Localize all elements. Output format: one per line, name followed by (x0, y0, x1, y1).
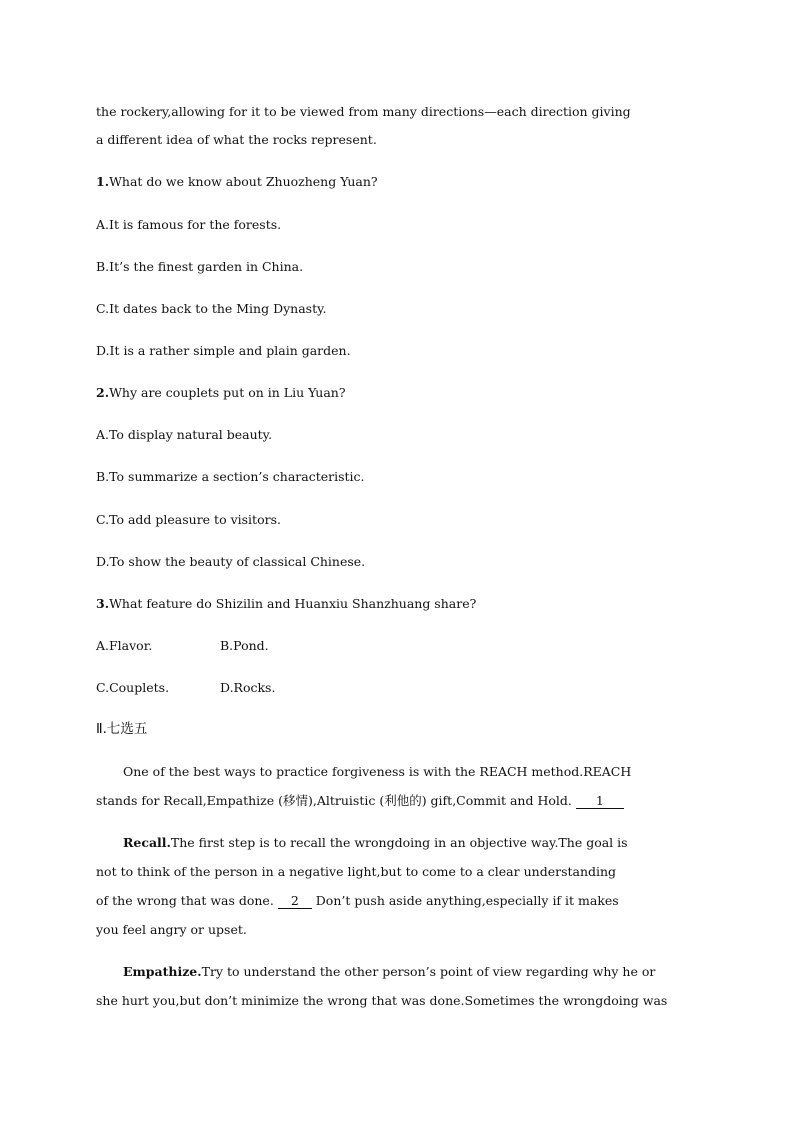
question-number: 1. (96, 174, 110, 189)
question-3 (96, 596, 696, 612)
question-1-option-d: D.It is a rather simple and plain garden. (96, 343, 351, 358)
question-1-option-c: C.It dates back to the Ming Dynasty. (96, 301, 327, 316)
question-2-option-d: D.To show the beauty of classical Chinese. (96, 554, 366, 569)
question-3-option-b: B.Pond. (220, 638, 269, 653)
recall-line-2: not to think of the person in a negative light,but to come to a clear understanding (96, 864, 617, 879)
blank-1[interactable]: 1 (576, 794, 624, 809)
recall-line-3b: Don’t push aside anything,especially if it makes (311, 893, 619, 908)
question-1-option-a: A.It is famous for the forests. (96, 217, 282, 232)
recall-line-1 (123, 835, 723, 851)
question-text: What feature do Shizilin and Huanxiu Shanzhuang share? (109, 596, 477, 611)
passage-line-1: the rockery,allowing for it to be viewed from many directions—each direction giving (96, 104, 631, 119)
intro-line-2-text: stands for Recall,Empathize (移情),Altruistic (利他的) gift,Commit and Hold. (96, 793, 572, 808)
recall-line-4: you feel angry or upset. (96, 922, 247, 937)
question-3-option-a: A.Flavor. (96, 638, 153, 653)
recall-line-1-text: The first step is to recall the wrongdoing in an objective way.The goal is (170, 835, 628, 850)
question-2-option-a: A.To display natural beauty. (96, 427, 273, 442)
question-1 (96, 174, 696, 190)
empathize-line-1-text: Try to understand the other person’s point of view regarding why he or (201, 964, 656, 979)
question-number: 2. (96, 385, 110, 400)
question-number: 3. (96, 596, 110, 611)
recall-line-3 (96, 893, 696, 909)
passage-line-2: a different idea of what the rocks represent. (96, 132, 377, 147)
question-1-option-b: B.It’s the finest garden in China. (96, 259, 304, 274)
question-3-option-d: D.Rocks. (220, 680, 276, 695)
question-2 (96, 385, 696, 401)
intro-line-1: One of the best ways to practice forgiveness is with the REACH method.REACH (123, 764, 632, 779)
empathize-line-2: she hurt you,but don’t minimize the wrong that was done.Sometimes the wrongdoing was (96, 993, 668, 1008)
question-2-option-c: C.To add pleasure to visitors. (96, 512, 281, 527)
question-text: Why are couplets put on in Liu Yuan? (109, 385, 346, 400)
empathize-title: Empathize. (123, 964, 202, 979)
section-heading: Ⅱ.七选五 (96, 721, 148, 737)
intro-line-2 (96, 793, 696, 809)
question-text: What do we know about Zhuozheng Yuan? (109, 174, 378, 189)
question-3-option-c: C.Couplets. (96, 680, 170, 695)
recall-line-3a: of the wrong that was done. (96, 893, 274, 908)
blank-2[interactable]: 2 (278, 894, 312, 909)
question-2-option-b: B.To summarize a section’s characteristic. (96, 469, 365, 484)
empathize-line-1 (123, 964, 723, 980)
recall-title: Recall. (123, 835, 171, 850)
